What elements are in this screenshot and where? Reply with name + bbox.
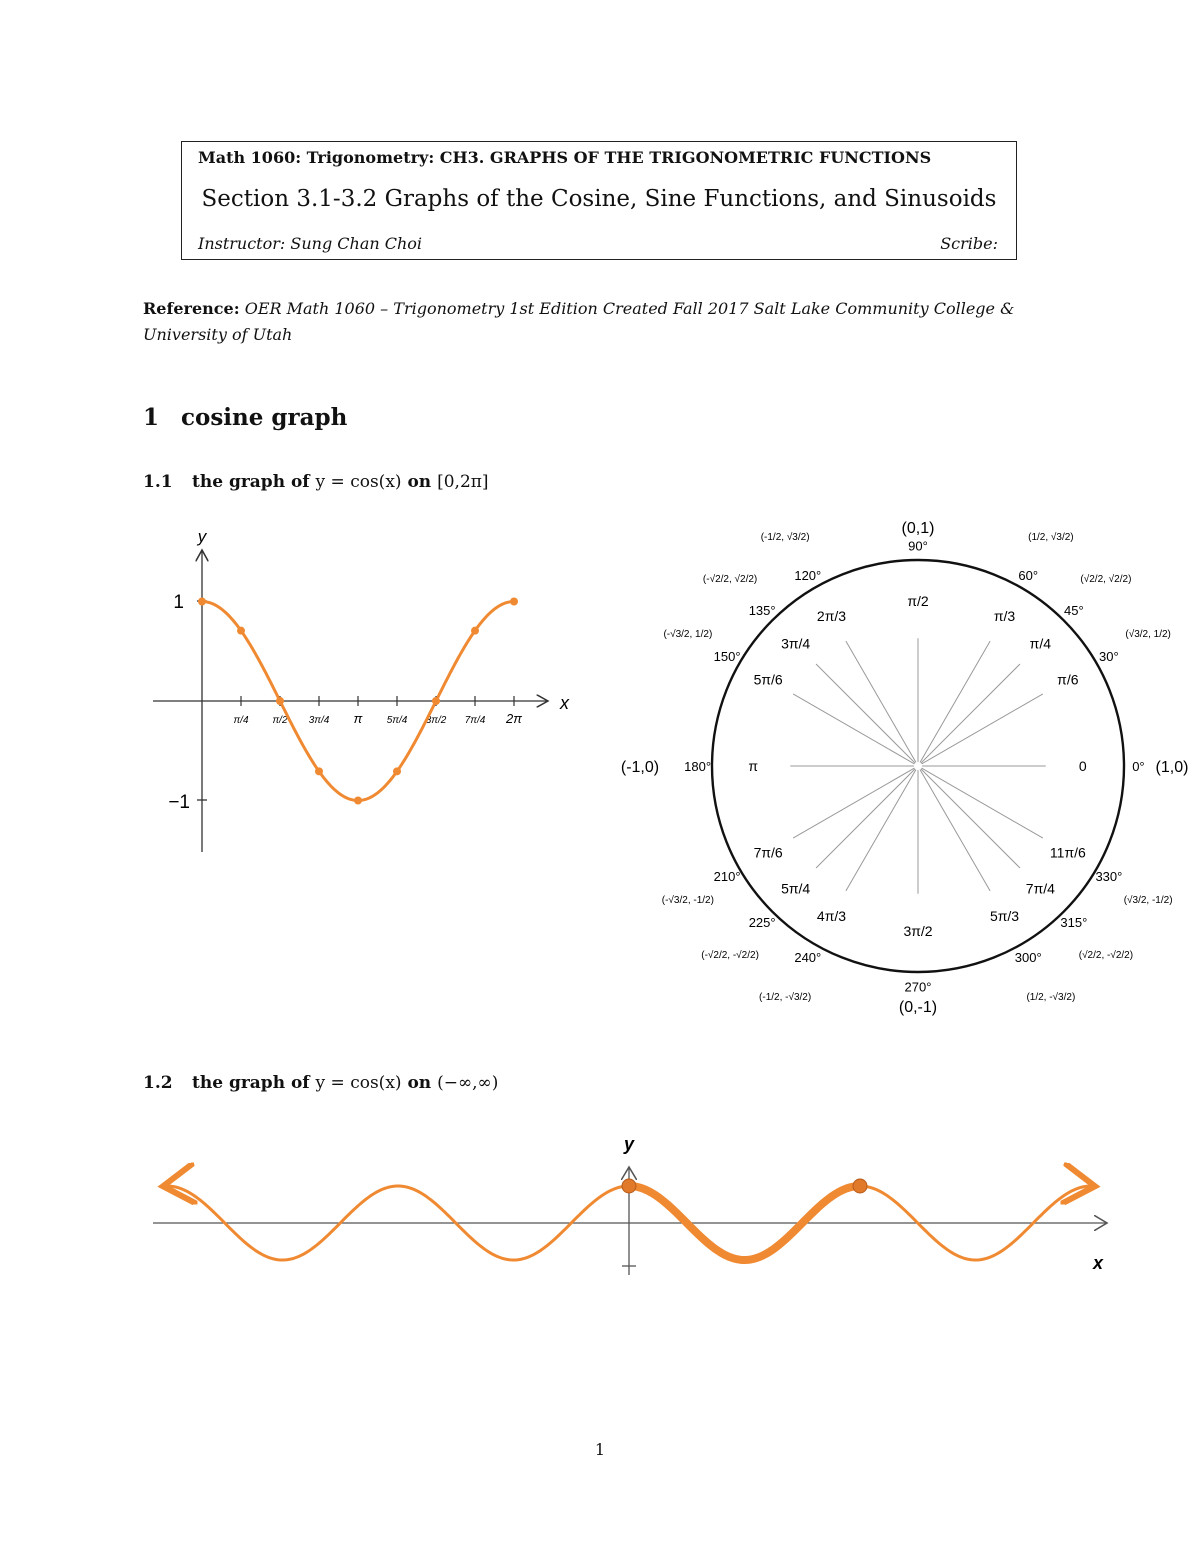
x-axis-label: x — [1093, 1253, 1104, 1273]
curve-point — [276, 697, 284, 705]
angle-line — [816, 769, 915, 868]
point-0-1: (0,1) — [901, 520, 935, 537]
coordinate-label: (-1/2, -√3/2) — [759, 992, 812, 1004]
radian-label: 5π/6 — [753, 671, 783, 688]
radian-label: 7π/4 — [1025, 880, 1055, 897]
subsection-heading-1-1 — [143, 472, 489, 492]
subsection-math: y = cos(x) — [315, 1073, 402, 1093]
degree-label: 270° — [904, 979, 932, 995]
radian-label: 7π/6 — [753, 844, 783, 861]
radian-label: 0 — [1078, 758, 1087, 774]
degree-label: 240° — [794, 949, 822, 965]
degree-label: 45° — [1064, 603, 1084, 619]
degree-label: 90° — [908, 538, 928, 554]
x-tick-label: π/4 — [233, 715, 249, 726]
angle-line — [816, 664, 915, 763]
subsection-title: the graph of — [192, 472, 310, 492]
coordinate-label: (-1/2, √3/2) — [760, 531, 810, 543]
subsection-heading-1-2 — [143, 1073, 498, 1093]
radian-label: π/4 — [1029, 635, 1052, 652]
degree-label: 300° — [1014, 949, 1042, 965]
degree-label: 120° — [794, 568, 822, 584]
subsection-interval: (−∞,∞) — [437, 1073, 499, 1093]
y-tick-label-1: 1 — [173, 592, 184, 613]
radian-label: 2π/3 — [816, 608, 847, 625]
subsection-on: on — [407, 472, 432, 492]
radian-label: 5π/4 — [781, 880, 811, 897]
radian-label: 3π/4 — [781, 635, 811, 652]
section-heading-text: cosine graph — [181, 404, 348, 431]
coordinate-label: (√3/2, -1/2) — [1123, 894, 1173, 906]
subsection-title: the graph of — [192, 1073, 310, 1093]
angle-line — [921, 769, 1020, 868]
curve-point — [432, 697, 440, 705]
radian-label: 4π/3 — [816, 907, 847, 924]
unit-circle — [605, 505, 1200, 1025]
radian-label: 5π/3 — [989, 907, 1020, 924]
degree-label: 0° — [1132, 759, 1145, 774]
coordinate-label: (√2/2, √2/2) — [1080, 574, 1132, 586]
curve-point — [354, 797, 362, 805]
degree-label: 60° — [1018, 568, 1039, 584]
radian-label: 11π/6 — [1049, 844, 1086, 861]
point-0-neg1: (0,-1) — [898, 999, 938, 1016]
angle-labels — [662, 531, 1173, 1003]
coordinate-label: (√3/2, 1/2) — [1125, 629, 1171, 641]
degree-label: 315° — [1060, 914, 1088, 930]
x-axis-label: x — [560, 693, 569, 713]
x-tick-label: 3π/2 — [425, 715, 447, 726]
cosine-graph-0-2pi — [140, 520, 580, 860]
subsection-math: y = cos(x) — [315, 472, 402, 492]
x-tick-label: 3π/4 — [308, 715, 330, 726]
reference — [143, 296, 1083, 348]
curve-point — [198, 598, 206, 606]
angle-lines — [790, 638, 1045, 893]
curve-point — [315, 767, 323, 775]
coordinate-label: (1/2, √3/2) — [1028, 531, 1074, 543]
period-end-point — [853, 1179, 867, 1193]
coordinate-label: (-√3/2, -1/2) — [661, 894, 714, 906]
unit-circle-ring — [712, 560, 1124, 972]
section-heading — [143, 404, 347, 431]
x-tick-label: 7π/4 — [464, 715, 486, 726]
radian-label: π/6 — [1057, 671, 1079, 688]
point-neg1-0: (-1,0) — [620, 759, 660, 776]
reference-text: OER Math 1060 – Trigonometry 1st Edition Created Fall 2017 Salt Lake Community College & University of Utah — [143, 299, 1015, 344]
y-axis-label: y — [623, 1134, 635, 1154]
page-number: 1 — [594, 1440, 606, 1459]
section-number: 1 — [143, 404, 160, 431]
x-tick-label: π/2 — [272, 715, 288, 726]
x-tick-label: π — [353, 711, 363, 726]
subsection-number: 1.2 — [143, 1073, 173, 1093]
subsection-number: 1.1 — [143, 472, 173, 492]
y-axis-label: y — [197, 527, 207, 546]
curve-point — [237, 627, 245, 635]
degree-label: 135° — [748, 603, 776, 619]
degree-label: 30° — [1099, 648, 1119, 664]
coordinate-label: (-√3/2, 1/2) — [663, 629, 713, 641]
subsection-interval: [0,2π] — [437, 472, 489, 492]
curve-point — [510, 598, 518, 606]
scribe: Scribe: — [940, 234, 998, 253]
degree-label: 180° — [684, 759, 712, 774]
coordinate-label: (1/2, -√3/2) — [1026, 992, 1076, 1004]
subsection-on: on — [407, 1073, 432, 1093]
degree-label: 225° — [748, 914, 776, 930]
section-title: Section 3.1-3.2 Graphs of the Cosine, Sine Functions, and Sinusoids — [201, 186, 997, 212]
coordinate-label: (-√2/2, -√2/2) — [701, 949, 759, 961]
radian-label: π/2 — [907, 593, 929, 610]
instructor: Instructor: Sung Chan Choi — [198, 234, 423, 253]
header-box — [181, 141, 1017, 260]
radian-label: 3π/2 — [903, 922, 933, 939]
cosine-graph-infinite — [145, 1125, 1125, 1285]
degree-label: 210° — [713, 869, 741, 885]
degree-label: 150° — [713, 648, 741, 664]
x-tick-label: 5π/4 — [386, 715, 408, 726]
coordinate-label: (√2/2, -√2/2) — [1078, 949, 1134, 961]
reference-label: Reference: — [143, 299, 240, 318]
y-tick-label-neg1: −1 — [168, 792, 190, 813]
radian-label: π — [748, 758, 759, 774]
angle-line — [921, 664, 1020, 763]
period-start-point — [622, 1179, 636, 1193]
degree-label: 330° — [1095, 869, 1123, 885]
radian-label: π/3 — [993, 608, 1016, 625]
x-tick-label: 2π — [506, 711, 522, 726]
course-title: Math 1060: Trigonometry: CH3. GRAPHS OF THE TRIGONOMETRIC FUNCTIONS — [198, 148, 932, 167]
curve-point — [393, 767, 401, 775]
curve-point — [471, 627, 479, 635]
coordinate-label: (-√2/2, √2/2) — [702, 574, 758, 586]
point-1-0: (1,0) — [1155, 759, 1189, 776]
